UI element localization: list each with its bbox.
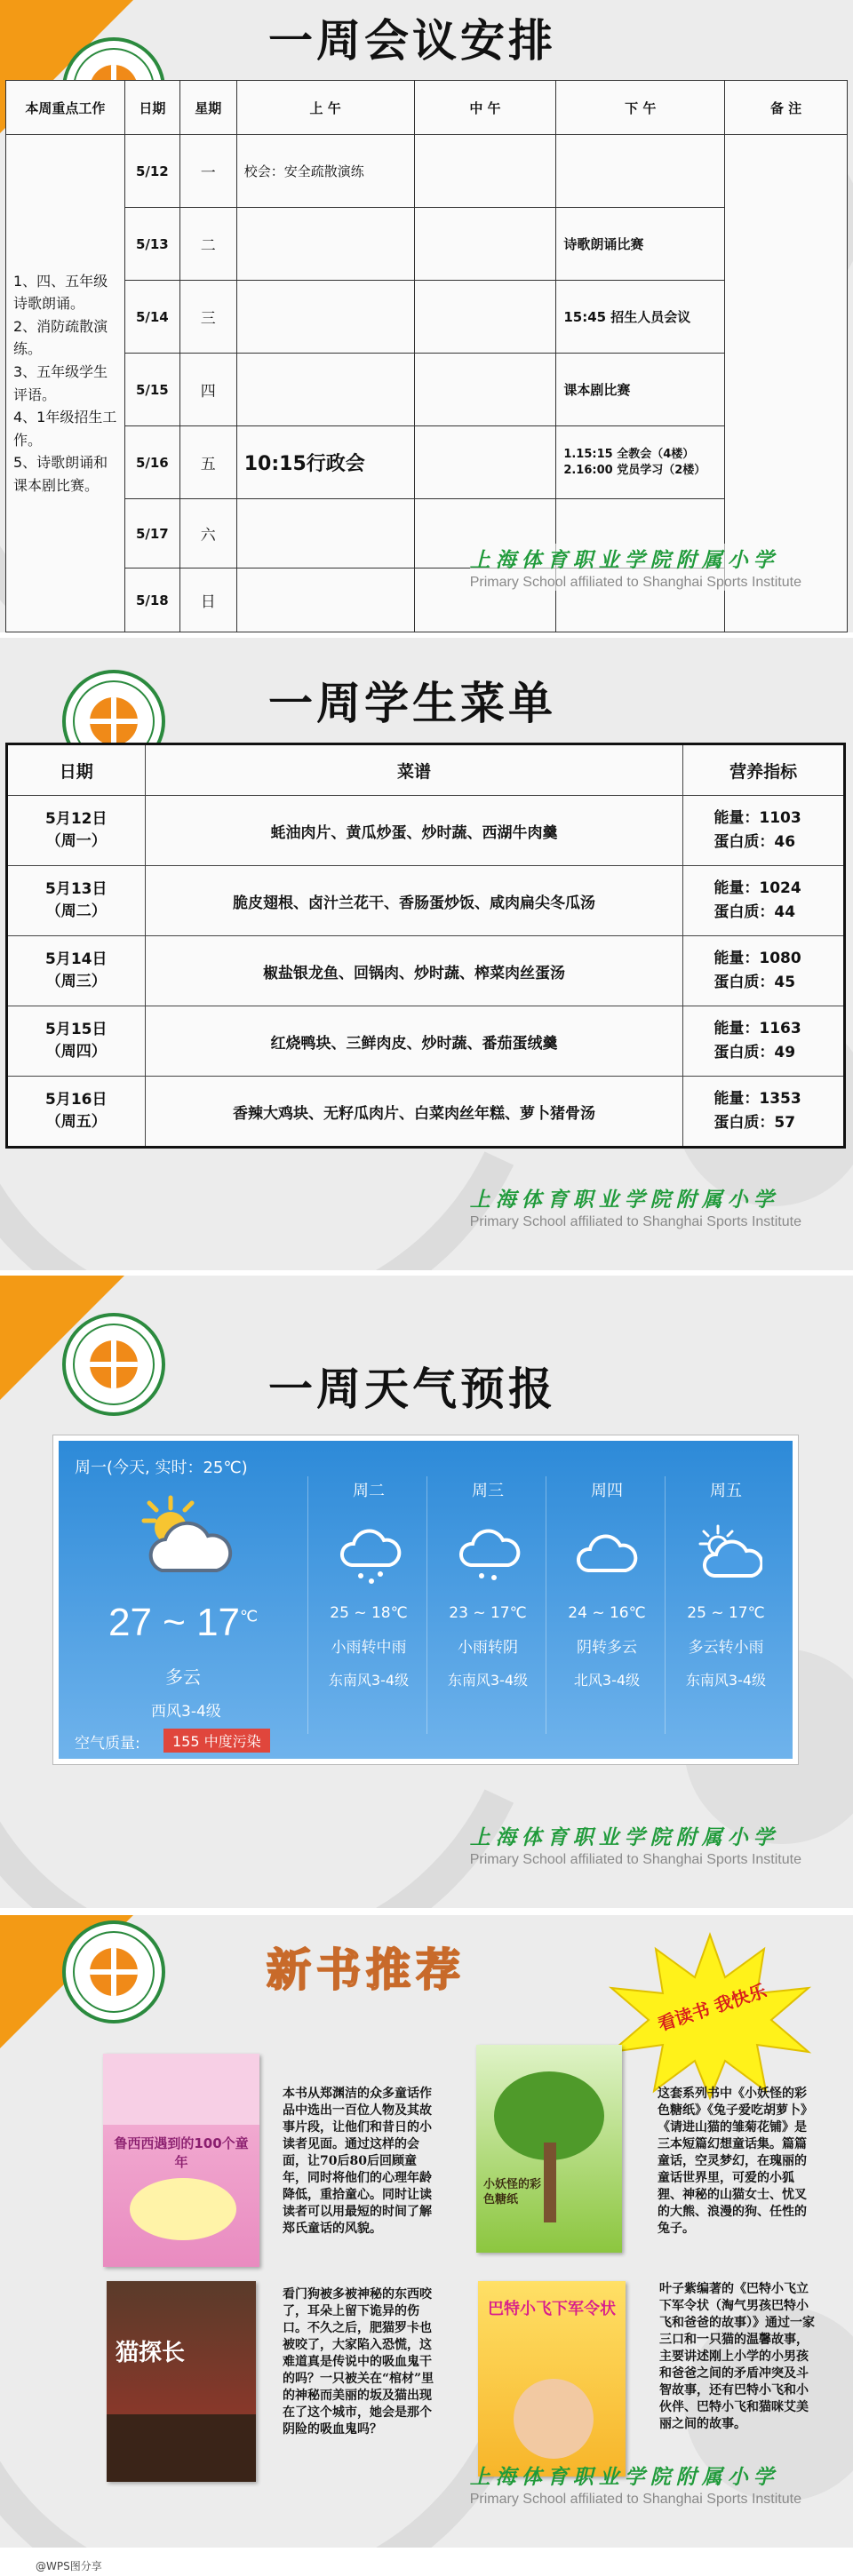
- meeting-header: 备 注: [725, 81, 848, 135]
- meeting-noon: [414, 426, 556, 499]
- school-name-en: Primary School affiliated to Shanghai Sports Institute: [469, 2492, 801, 2507]
- meeting-pm: 课本剧比赛: [556, 354, 725, 426]
- table-row: [7, 1006, 845, 1077]
- menu-weekday: （周五）: [45, 1113, 107, 1131]
- forecast-temp: 24 ~ 16℃: [568, 1604, 646, 1622]
- forecast-day-name: 周三: [472, 1482, 504, 1500]
- menu-protein: 蛋白质：49: [713, 1044, 796, 1061]
- meeting-am: [236, 281, 414, 354]
- meeting-weekday: 日: [179, 568, 236, 632]
- book-cover: [478, 2281, 626, 2477]
- books-slide: [0, 1915, 853, 2548]
- today-wind: 西风3-4级: [151, 1703, 221, 1721]
- school-name-en: Primary School affiliated to Shanghai Sports Institute: [469, 1214, 801, 1229]
- meeting-pm: 诗歌朗诵比赛: [556, 208, 725, 281]
- forecast-day: [309, 1478, 428, 1690]
- forecast-condition: 小雨转中雨: [331, 1639, 407, 1657]
- menu-protein: 蛋白质：45: [713, 974, 796, 991]
- menu-header: 菜谱: [145, 744, 683, 796]
- meeting-noon: [414, 208, 556, 281]
- menu-date: 5月16日: [45, 1090, 108, 1109]
- meeting-am: 校会：安全疏散演练: [236, 135, 414, 208]
- cloud-icon: [576, 1531, 640, 1578]
- menu-dishes: 蚝油肉片、黄瓜炒蛋、炒时蔬、西湖牛肉羹: [145, 796, 683, 866]
- meeting-title: 一周会议安排: [268, 14, 556, 67]
- today-condition: 多云: [165, 1666, 201, 1688]
- book-cover: [476, 2045, 622, 2253]
- meeting-am: [236, 354, 414, 426]
- book-cover: [107, 2281, 256, 2482]
- weekly-focus: [6, 135, 125, 632]
- meeting-pm: 15:45 招生人员会议: [556, 281, 725, 354]
- menu-table: [5, 743, 846, 1149]
- forecast-condition: 多云转小雨: [688, 1639, 764, 1657]
- menu-header: 营养指标: [683, 744, 845, 796]
- meeting-weekday: 一: [179, 135, 236, 208]
- weather-widget: [53, 1435, 798, 1764]
- meeting-date: 5/16: [124, 426, 179, 499]
- school-name-cn: 上海体育职业学院附属小学: [469, 1825, 779, 1849]
- books-title: 新书推荐: [267, 1944, 466, 1996]
- table-row: [7, 796, 845, 866]
- meeting-date: 5/17: [124, 499, 179, 568]
- forecast-day-name: 周二: [353, 1482, 385, 1500]
- wps-share-label: @WPS图分享: [36, 2560, 102, 2572]
- menu-header: 日期: [7, 744, 146, 796]
- air-quality-label: 空气质量:: [75, 1735, 140, 1753]
- forecast-wind: 东南风3-4级: [328, 1672, 410, 1689]
- meeting-weekday: 六: [179, 499, 236, 568]
- school-logo: [62, 1920, 165, 2023]
- table-row: [7, 866, 845, 936]
- forecast-condition: 小雨转阴: [458, 1639, 518, 1657]
- meeting-weekday: 二: [179, 208, 236, 281]
- menu-protein: 蛋白质：57: [713, 1114, 796, 1132]
- book-cover: [103, 2054, 259, 2267]
- forecast-wind: 东南风3-4级: [447, 1672, 529, 1689]
- rain-cloud-icon: [339, 1528, 402, 1586]
- weather-slide: [0, 1276, 853, 1908]
- school-name: [470, 544, 801, 591]
- meeting-slide: [0, 0, 853, 632]
- today-temp: [108, 1601, 258, 1645]
- book-cover-title: 鲁西西遇到的100个童年: [114, 2135, 249, 2170]
- menu-energy: 能量：1163: [713, 1019, 801, 1038]
- meeting-date: 5/18: [124, 568, 179, 632]
- focus-item: 1、四、五年级诗歌朗诵。: [13, 272, 108, 313]
- forecast-day: [547, 1478, 666, 1690]
- book-blurb: 本书从郑渊洁的众多童话作品中选出一百位人物及其故事片段，让他们和昔日的小读者见面。通过这样的会面，让70后80后回顾童年，同时将他们的心理年龄降低，重拾童心。同时让读读者可以用最短的时间了解郑氏童话的风貌。: [283, 2087, 432, 2237]
- focus-item: 3、五年级学生评语。: [13, 362, 108, 403]
- menu-slide: [0, 638, 853, 1270]
- forecast-day: [428, 1478, 547, 1690]
- forecast-temp: 23 ~ 17℃: [449, 1604, 527, 1622]
- school-name-en: Primary School affiliated to Shanghai Sports Institute: [469, 1852, 801, 1867]
- menu-energy: 能量：1353: [713, 1089, 801, 1108]
- today-temp-unit: ℃: [240, 1607, 259, 1626]
- meeting-noon: [414, 281, 556, 354]
- book-cover-title: 巴特小飞下军令状: [488, 2300, 616, 2318]
- menu-weekday: （周二）: [45, 902, 107, 920]
- forecast-day: [666, 1478, 785, 1690]
- menu-weekday: （周一）: [45, 832, 107, 850]
- menu-date: 5月15日: [45, 1020, 108, 1038]
- meeting-pm: [556, 135, 725, 208]
- book-blurb: 叶子紫编著的《巴特小飞立下军令状（淘气男孩巴特小飞和爸爸的故事）》通过一家三口和一只猫的温馨故事，主要讲述刚上小学的小男孩和爸爸之间的矛盾冲突及斗智故事，还有巴特小飞和小伙伴、巴特小飞和猫咪艾美丽之间的故事。: [659, 2282, 815, 2432]
- focus-item: 4、1年级招生工作。: [13, 409, 117, 449]
- weather-title: 一周天气预报: [268, 1363, 556, 1415]
- meeting-weekday: 五: [179, 426, 236, 499]
- meeting-am: [236, 499, 414, 568]
- focus-item: 2、消防疏散演练。: [13, 317, 108, 358]
- menu-protein: 蛋白质：44: [713, 903, 796, 921]
- school-logo: [62, 1313, 165, 1416]
- school-name: [470, 2461, 801, 2508]
- menu-energy: 能量：1103: [713, 808, 801, 827]
- school-name: [470, 1821, 801, 1868]
- today-temp-value: 27 ~ 17: [108, 1601, 241, 1644]
- menu-date: 5月12日: [45, 809, 108, 828]
- today-label: 周一(今天, 实时：25℃): [75, 1459, 248, 1477]
- meeting-header: 上 午: [236, 81, 414, 135]
- menu-title: 一周学生菜单: [268, 677, 556, 729]
- menu-dishes: 脆皮翅根、卤汁兰花干、香肠蛋炒饭、咸肉扁尖冬瓜汤: [145, 866, 683, 936]
- forecast-wind: 东南风3-4级: [685, 1672, 767, 1689]
- meeting-header: 下 午: [556, 81, 725, 135]
- forecast-day-name: 周五: [710, 1482, 742, 1500]
- forecast-temp: 25 ~ 17℃: [687, 1604, 765, 1622]
- sun-cloud-icon: [695, 1524, 762, 1583]
- school-name-cn: 上海体育职业学院附属小学: [469, 548, 779, 572]
- menu-dishes: 香辣大鸡块、无籽瓜肉片、白菜肉丝年糕、萝卜猪骨汤: [145, 1077, 683, 1148]
- menu-weekday: （周三）: [45, 973, 107, 990]
- menu-dishes: 红烧鸭块、三鲜肉皮、炒时蔬、番茄蛋绒羹: [145, 1006, 683, 1077]
- menu-protein: 蛋白质：46: [713, 833, 796, 851]
- meeting-date: 5/15: [124, 354, 179, 426]
- menu-energy: 能量：1024: [713, 879, 801, 897]
- book-blurb: 这套系列书中《小妖怪的彩色糖纸》《兔子爱吃胡萝卜》《请进山猫的雏菊花铺》是三本短篇幻想童话集。篇篇童话，空灵梦幻，在瑰丽的童话世界里，可爱的小狐狸、神秘的山猫女士、忧叉的大熊、浪漫的狗、任性的兔子。: [658, 2087, 807, 2237]
- book-cover-title: 猫探长: [116, 2340, 186, 2366]
- forecast-day-name: 周四: [591, 1482, 623, 1500]
- book-blurb: 看门狗被多被神秘的东西咬了，耳朵上留下诡异的伤口。不久之后，肥猫罗卡也被咬了，大家陷入恐慌，这难道真是传说中的吸血鬼干的吗？一只被关在“棺材”里的神秘而美丽的坂及猫出现在了这个城市，她会是那个阴险的吸血鬼吗？: [283, 2287, 434, 2437]
- forecast-wind: 北风3-4级: [573, 1672, 641, 1689]
- air-quality-badge: 155 中度污染: [163, 1729, 270, 1753]
- rain-cloud-icon: [458, 1528, 521, 1586]
- school-name-cn: 上海体育职业学院附属小学: [469, 1188, 779, 1212]
- menu-date: 5月13日: [45, 879, 108, 898]
- forecast-condition: 阴转多云: [577, 1639, 637, 1657]
- table-row: [7, 1077, 845, 1148]
- meeting-weekday: 四: [179, 354, 236, 426]
- menu-energy: 能量：1080: [713, 949, 801, 967]
- meeting-am: [236, 568, 414, 632]
- meeting-header: 日期: [124, 81, 179, 135]
- forecast-temp: 25 ~ 18℃: [330, 1604, 408, 1622]
- school-name: [470, 1183, 801, 1230]
- meeting-header: 星期: [179, 81, 236, 135]
- meeting-am: [236, 208, 414, 281]
- sun-cloud-icon: [135, 1494, 233, 1583]
- focus-item: 5、诗歌朗诵和课本剧比赛。: [13, 454, 108, 494]
- meeting-pm: 1.15:15 全教会（4楼） 2.16:00 党员学习（2楼）: [556, 426, 725, 499]
- book-cover-title: 小妖怪的彩色糖纸: [483, 2178, 542, 2206]
- books-badge: 看读书 我快乐: [655, 1979, 769, 2035]
- table-row: [7, 936, 845, 1006]
- menu-dishes: 椒盐银龙鱼、回锅肉、炒时蔬、榨菜肉丝蛋汤: [145, 936, 683, 1006]
- meeting-header: 本周重点工作: [6, 81, 125, 135]
- meeting-weekday: 三: [179, 281, 236, 354]
- meeting-am: 10:15行政会: [236, 426, 414, 499]
- meeting-date: 5/13: [124, 208, 179, 281]
- meeting-noon: [414, 354, 556, 426]
- menu-weekday: （周四）: [45, 1043, 107, 1061]
- meeting-date: 5/14: [124, 281, 179, 354]
- meeting-noon: [414, 135, 556, 208]
- school-name-cn: 上海体育职业学院附属小学: [469, 2465, 779, 2489]
- meeting-date: 5/12: [124, 135, 179, 208]
- meeting-header: 中 午: [414, 81, 556, 135]
- school-name-en: Primary School affiliated to Shanghai Sports Institute: [469, 575, 801, 590]
- menu-date: 5月14日: [45, 950, 108, 968]
